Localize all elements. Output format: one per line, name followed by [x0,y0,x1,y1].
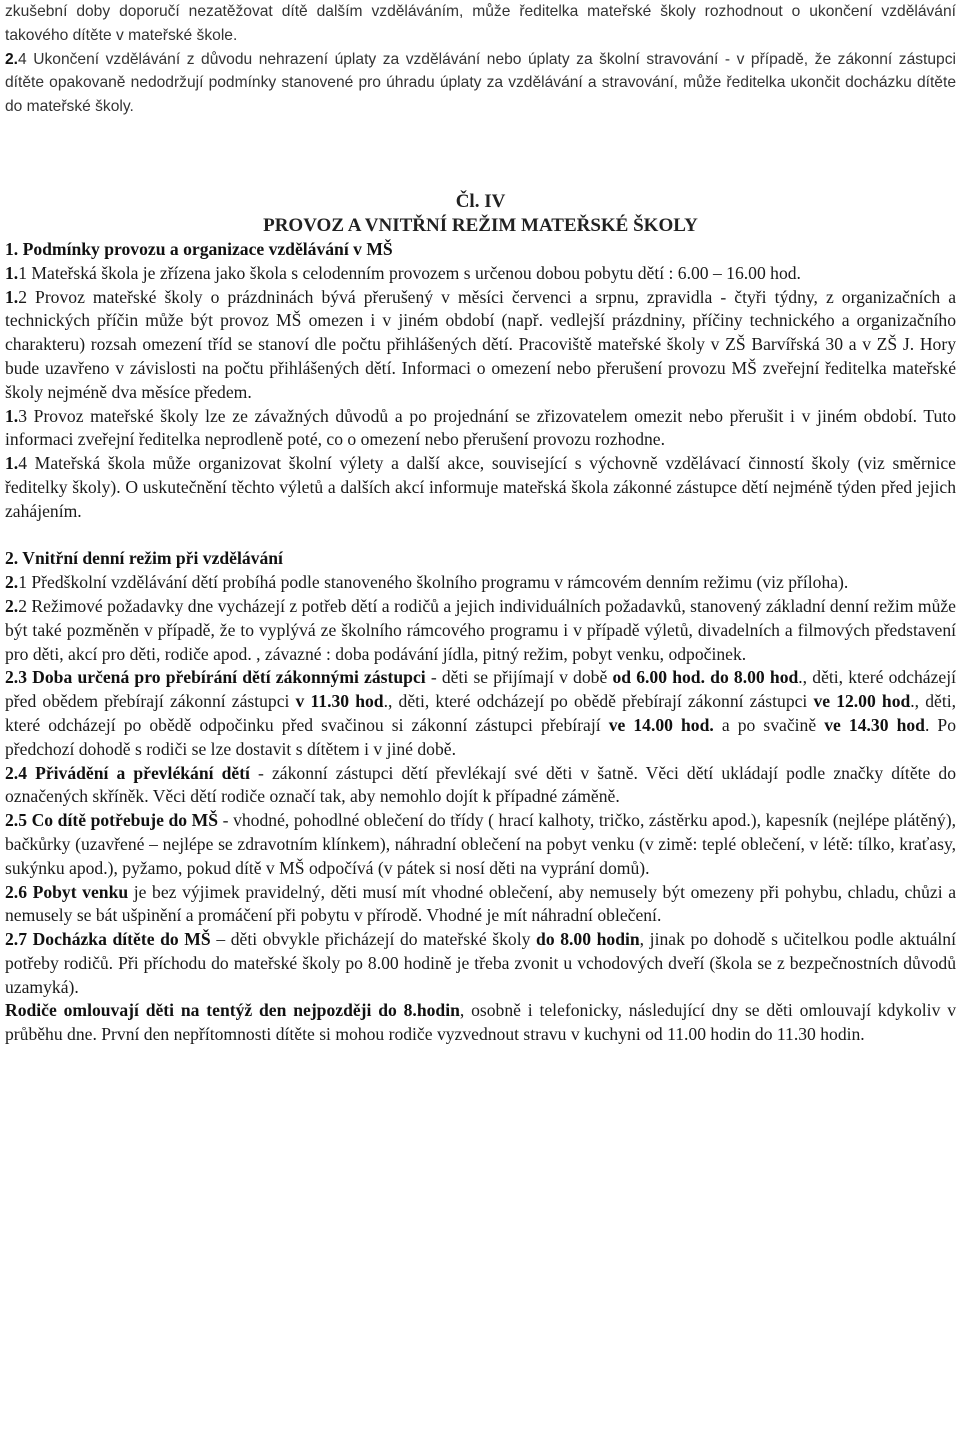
paragraph-text: 2 Režimové požadavky dne vycházejí z potřeb dětí a rodičů a jejich individuálních požadavků, stanovený základní denní režim může být také pozměněn v případě, že to vyplývá ze školního rámcového programu i v případě výletů, divadelních a filmových představení pro děti, akcí pro děti, rodiče apod. , závazné : doba podávání jídla, pitný režim, pobyt venku, odpočinek. [5,595,956,664]
paragraph-2-4 [5,762,956,810]
paragraph-text: – děti obvykle přicházejí do mateřské školy [210,929,537,950]
termination-paragraph [5,48,956,119]
paragraph-text: ., děti, které odcházejí po obědě přebírají zákonní zástupci [383,691,814,712]
termination-text: 4 Ukončení vzdělávání z důvodu nehrazení úplaty za vzdělávání nebo úplaty za školní stravování - v případě, že zákonní zástupci dítěte opakovaně nedodržují podmínky stanovené pro úhradu úplaty za vzdělávání a stravování, může ředitelka ukončit docházku dítěte do mateřské školy. [5,50,956,116]
spacer [5,524,956,548]
section-1-heading: 1. Podmínky provozu a organizace vzdělávání v MŠ [5,238,393,259]
paragraph-text: . Po předchozí dohodě s rodiči se lze dostavit s dítětem i v jiné době. [5,714,956,759]
paragraph-text: 3 Provoz mateřské školy lze ze závažných důvodů a po projednání se zřizovatelem omezit nebo přerušit i v jiném období. Tuto informaci zveřejní ředitelka neprodleně poté, co o omezení nebo přerušení provozu rozhodne. [5,405,956,450]
paragraph-text: ., děti, které odcházejí před obědem přebírají zákonní zástupci [5,667,956,712]
paragraph-lead: 2.6 Pobyt venku [5,881,129,902]
paragraph-text: ., děti, které odcházejí po obědě odpočinku před svačinou si zákonní zástupci přebírají [5,691,956,735]
paragraph-lead: 2.5 Co dítě potřebuje do MŠ [5,810,219,831]
paragraph-1-3 [5,405,956,453]
paragraph-2-5 [5,809,956,880]
termination-number: 2. [5,50,19,68]
section-2-heading: 2. Vnitřní denní režim při vzdělávání [5,548,283,569]
article-title: PROVOZ A VNITŘNÍ REŽIM MATEŘSKÉ ŠKOLY [263,214,698,236]
paragraph-text: - vhodné, pohodlné oblečení do třídy ( hrací kalhoty, tričko, zástěrku apod.), kapesník (nejlépe plátěný), bačkůrky (uzavřené – nejlépe se zdravotním klínkem), náhradní oblečení na pobyt venku (v zimě: teplé oblečení, v létě: tílko, kraťasy, sukýnku apod.), pyžamo, pokud dítě v MŠ odpočívá (v pátek si nosí děti na vyprání domů). [5,810,956,878]
paragraph-number: 1. [5,286,19,307]
absence-paragraph [5,999,956,1047]
time-bold: v 11.30 hod [295,691,384,712]
paragraph-number: 1. [5,453,19,474]
paragraph-number: 1. [5,405,19,426]
time-bold: od 6.00 hod. do 8.00 hod [612,667,799,688]
paragraph-1-2 [5,286,956,405]
time-bold: ve 14.30 hod [824,714,925,735]
paragraph-text: 1 Předškolní vzdělávání dětí probíhá podle stanoveného školního programu v rámcovém denním režimu (viz příloha). [18,572,849,593]
paragraph-text: - děti se přijímají v době [425,667,613,688]
paragraph-text: - zákonní zástupci dětí převlékají své děti v šatně. Věci dětí ukládají podle značky dítěte do označených skříněk. Věci dětí rodiče označí tak, aby nemohlo dojít k případné záměně. [5,762,957,807]
paragraph-lead: 2.3 Doba určená pro přebírání dětí zákonnými zástupci [5,667,426,688]
paragraph-1-1 [5,262,956,286]
paragraph-text: , jinak po dohodě s učitelkou podle aktuální potřeby rodičů. Při příchodu do mateřské školy po 8.00 hodině je třeba zvonit u vchodových dveří (škola se z bezpečnostních důvodů uzamyká). [5,929,956,997]
paragraph-number: 1. [5,262,19,283]
paragraph-text: a po svačině [713,714,825,735]
spacer [5,119,956,190]
paragraph-text: , osobně i telefonicky, následující dny se děti omlouvají kdykoliv v průběhu dne. První den nepřítomnosti dítěte si mohou rodiče vyzvednout stravu v kuchyni od 11.00 hodin do 11.30 hodin. [5,1000,956,1045]
article-number: Čl. IV [455,190,506,212]
paragraph-2-1 [5,571,956,595]
paragraph-text: 1 Mateřská škola je zřízena jako škola s celodenním provozem s určenou dobou pobytu dětí : 6.00 – 16.00 hod. [18,262,801,283]
paragraph-text: 2 Provoz mateřské školy o prázdninách bývá přerušený v měsíci červenci a srpnu, zpravidla - čtyři týdny, z organizačních a technických příčin může být provoz MŠ omezen i v jiném období (např. vedlejší prázdniny, příčiny technického a organizačního charakteru) rozsah omezení tříd se stanoví dle počtu přihlášených dětí. Pracoviště mateřské školy v ZŠ Barvířská 30 a v ZŠ J. Hory bude uzavřeno v závislosti na počtu přihlášených dětí. Informaci o omezení nebo přerušení provozu MŠ zveřejní ředitelka mateřské školy nejméně dva měsíce předem. [5,286,956,402]
paragraph-number: 2. [5,572,19,593]
intro-paragraph [5,0,956,48]
paragraph-2-2 [5,595,956,666]
paragraph-2-3 [5,666,956,761]
paragraph-text: je bez výjimek pravidelný, děti musí mít vhodné oblečení, aby nemusely být omezeny při pohybu, chladu, chůzi a nemusely se bát ušpinění a promáčení při pobytu v přírodě. Vhodné je mít náhradní oblečení. [5,881,957,926]
paragraph-2-6 [5,881,956,929]
time-bold: ve 14.00 hod. [608,714,714,735]
paragraph-lead: 2.4 Přivádění a převlékání dětí [5,762,250,783]
paragraph-number: 2. [5,595,19,616]
intro-text: zkušební doby doporučí nezatěžovat dítě dalším vzděláváním, může ředitelka mateřské školy rozhodnout o ukončení vzdělávání takového dítěte v mateřské škole. [5,3,956,44]
paragraph-1-4 [5,452,956,523]
paragraph-lead: Rodiče omlouvají děti na tentýž den nejpozději do 8.hodin [5,1000,460,1021]
paragraph-text: 4 Mateřská škola může organizovat školní výlety a další akce, související s výchovně vzdělávací činností školy (viz směrnice ředitelky školy). O uskutečnění těchto výletů a dalších akcí informuje mateřská škola zákonné zástupce dětí nejméně týden před jejich zahájením. [5,453,956,521]
time-bold: ve 12.00 hod [813,691,911,712]
paragraph-lead: 2.7 Docházka dítěte do MŠ [5,929,211,950]
paragraph-2-7 [5,928,956,999]
time-bold: do 8.00 hodin [536,929,640,950]
